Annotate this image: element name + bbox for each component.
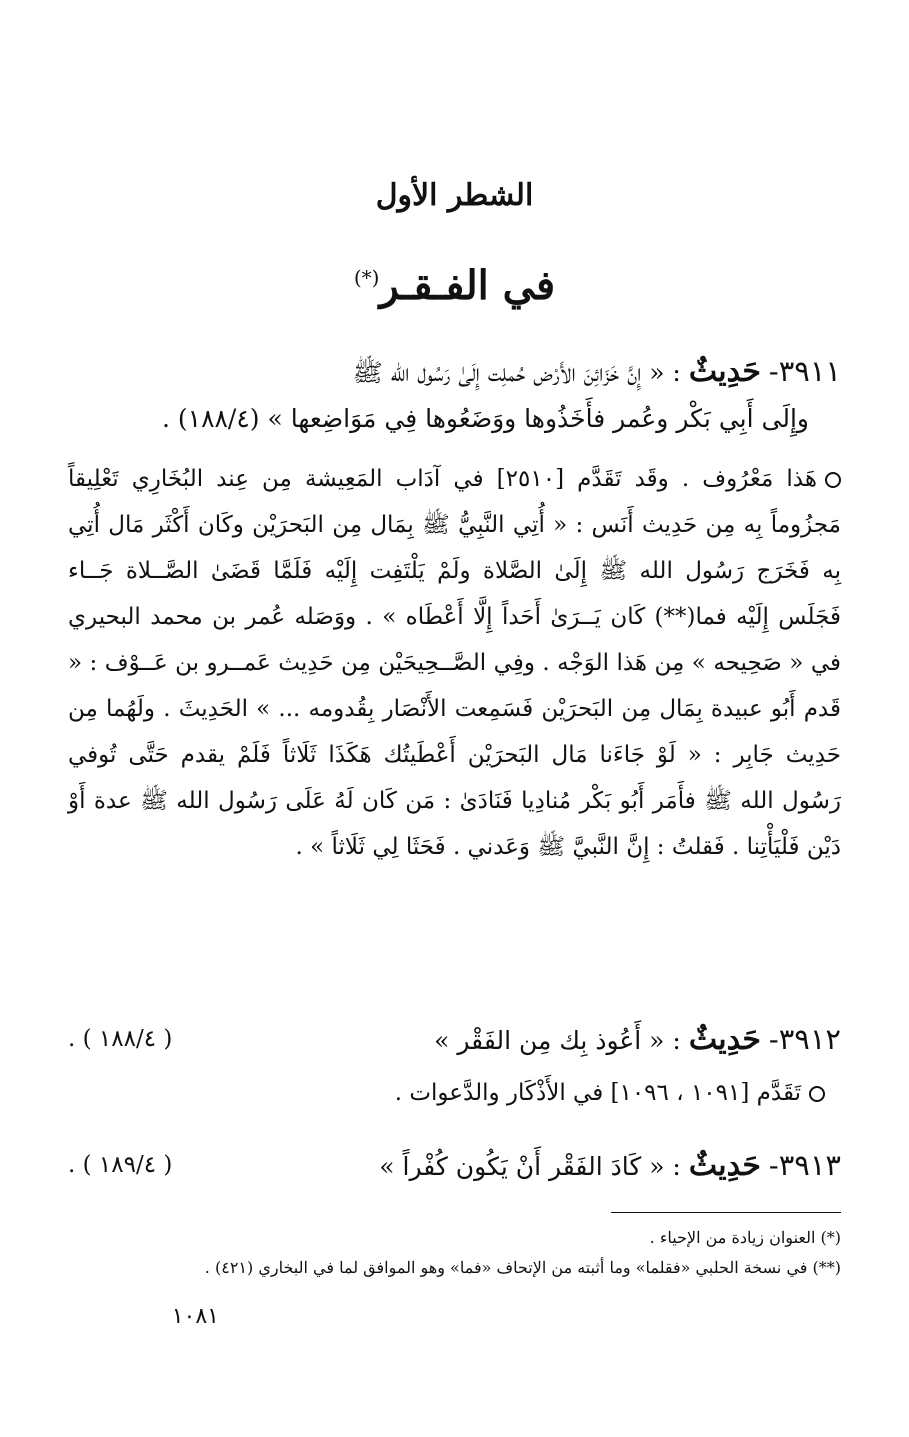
hadith-keyword: حَدِيثٌ bbox=[688, 1148, 761, 1183]
hadith-3911-line-1 bbox=[68, 354, 841, 390]
hadith-text: : « إِنَّ خَزَائِنَ الأَرْض حُملِت إِلَىٰ رَسُول الله ﷺ bbox=[352, 358, 681, 387]
hadith-reference: ( ١٨٨/٤ ) . bbox=[68, 1026, 173, 1052]
hadith-number: ٣٩١٢- bbox=[768, 1022, 841, 1056]
hadith-number: ٣٩١٣- bbox=[768, 1148, 841, 1182]
chapter-title bbox=[0, 262, 909, 309]
footnote-2: (**) في نسخة الحلبي «فقلما» وما أثبته من الإتحاف «فما» وهو الموافق لما في البخاري (٤٢١) . bbox=[204, 1258, 841, 1277]
hadith-3911-commentary bbox=[68, 456, 841, 870]
hadith-number: ٣٩١١- bbox=[768, 354, 841, 388]
hadith-3912-note bbox=[68, 1080, 825, 1106]
page-number: ١٠٨١ bbox=[171, 1304, 219, 1329]
hadith-text: وإِلَى أَبِي بَكْر وعُمر فأَخَذُوها ووَضَعُوها فِي مَوَاضِعها » (١٨٨/٤) . bbox=[161, 404, 809, 433]
chapter-footnote-marker: (*) bbox=[353, 265, 380, 290]
hadith-3911-line-2 bbox=[68, 404, 809, 434]
footnote-1: (*) العنوان زيادة من الإحياء . bbox=[649, 1228, 841, 1247]
commentary-circle-icon bbox=[809, 1086, 825, 1102]
section-title: الشطر الأول bbox=[375, 178, 534, 213]
hadith-reference: ( ١٨٩/٤ ) . bbox=[68, 1152, 173, 1178]
commentary-text: هَذا مَعْرُوف . وقَد تَقَدَّم [٢٥١٠] في آدَاب المَعِيشة مِن عِند البُخَارِي تَعْلِيقاً مَجزُوماً بِه مِن حَدِيث أَنَس : « أُتِي النَّبِيُّ ﷺ بِمَال مِن البَحرَيْن وكَان أَكْثَر مَال أُتِي بِه فَخَرَج رَسُول الله ﷺ إِلَىٰ الصَّلاة ولَمْ يَلْتَفِت إِلَيْه فَلَمَّا قَضَىٰ الصَّــلاة جَــاء فَجَلَس إِلَيْه فما(**) كَان يَــرَىٰ أَحَداً إِلَّا أَعْطَاه » . ووَصَله عُمر بن محمد البحيري في « صَحِيحه » مِن هَذا الوَجْه . وفِي الصَّــحِيحَيْن مِن حَدِيث عَمــرو بن عَــوْف : « قَدم أَبُو عبيدة بِمَال مِن البَحرَيْن فَسَمِعت الأَنْصَار بِقُدومه ... » الحَدِيثَ . ولَهُما مِن حَدِيث جَابِر : « لَوْ جَاءَنا مَال البَحرَيْن أَعْطَيتُك هَكَذَا ثَلَاثاً فَلَمْ يقدم حَتَّى تُوفي رَسُول الله ﷺ فأَمَر أَبُو بَكْر مُنادِيا فَنَادَىٰ : مَن كَان لَهُ عَلَى رَسُول الله ﷺ عدة أَوْ دَيْن فَلْيَأْتِنا . فَقلتُ : إِنَّ النَّبيَّ ﷺ وَعَدني . فَحَثَا لِي ثَلَاثاً » . bbox=[68, 466, 842, 860]
hadith-text: : « كَادَ الفَقْر أَنْ يَكُون كُفْراً » bbox=[379, 1152, 681, 1181]
chapter-title-text: في الفـقـر bbox=[379, 262, 556, 309]
hadith-keyword: حَدِيثٌ bbox=[688, 1022, 761, 1057]
hadith-keyword: حَدِيثٌ bbox=[688, 354, 761, 389]
hadith-3912 bbox=[68, 1022, 841, 1058]
hadith-3913 bbox=[68, 1148, 841, 1184]
note-text: تَقَدَّم [١٠٩١ ، ١٠٩٦] في الأَذْكَار والدَّعوات . bbox=[394, 1080, 801, 1106]
commentary-circle-icon bbox=[825, 472, 841, 488]
hadith-text: : « أَعُوذ بِك مِن الفَقْر » bbox=[434, 1026, 681, 1055]
footnotes bbox=[71, 1211, 841, 1283]
